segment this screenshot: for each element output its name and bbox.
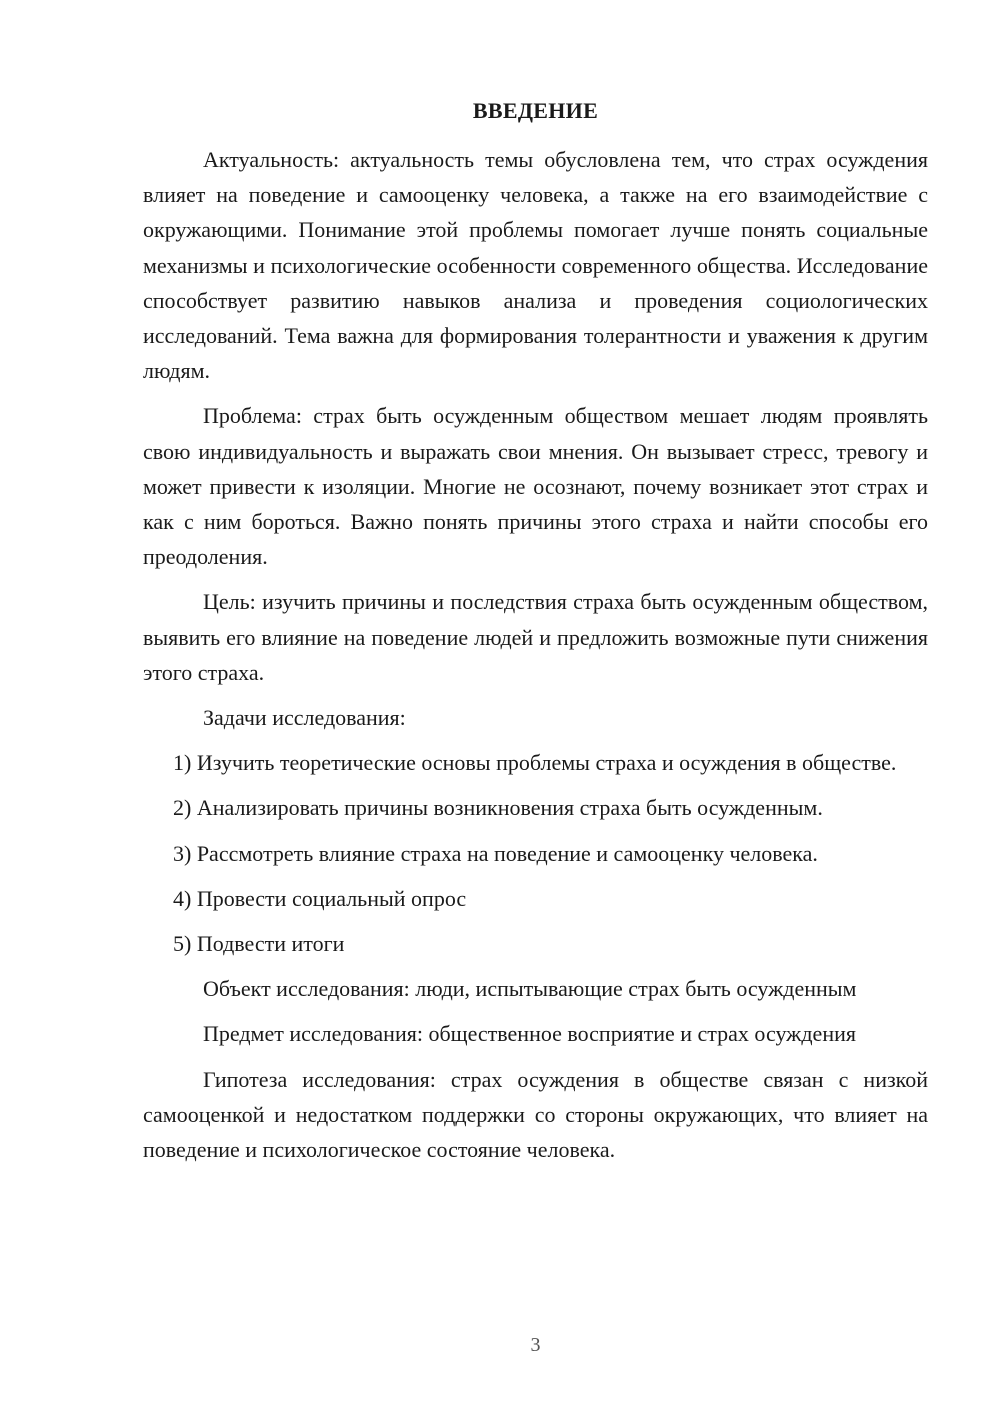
paragraph-object: Объект исследования: люди, испытывающие страх быть осужденным [203, 976, 857, 1002]
document-body [143, 142, 928, 1177]
task-item-1: 1) Изучить теоретические основы проблемы страха и осуждения в обществе. [173, 750, 897, 776]
page-number: 3 [530, 1334, 541, 1356]
paragraph-hypothesis: Гипотеза исследования: страх осуждения в обществе связан с низкой самооценкой и недостатком поддержки со стороны окружающих, что влияет на поведение и психологическое состояние человека. [143, 1066, 928, 1163]
paragraph-relevance: Актуальность: актуальность темы обусловлена тем, что страх осуждения влияет на поведение и самооценку человека, а также на его взаимодействие с окружающими. Понимание этой проблемы помогает лучше понять социальные механизмы и психологические особенности современного общества. Исследование способствует развитию навыков анализа и проведения социологических исследований. Тема важна для формирования толерантности и уважения к другим людям. [143, 147, 928, 384]
paragraph-goal: Цель: изучить причины и последствия страха быть осужденным обществом, выявить его влияние на поведение людей и предложить возможные пути снижения этого страха. [143, 589, 928, 685]
document-page [143, 0, 928, 1414]
paragraph-subject: Предмет исследования: общественное восприятие и страх осуждения [203, 1021, 856, 1047]
paragraph-problem: Проблема: страх быть осужденным обществом мешает людям проявлять свою индивидуальность и выражать свои мнения. Он вызывает стресс, тревогу и может привести к изоляции. Многие не осознают, почему возникает этот страх и как с ним бороться. Важно понять причины этого страха и найти способы его преодоления. [143, 403, 928, 570]
tasks-heading: Задачи исследования: [203, 705, 406, 731]
section-title: ВВЕДЕНИЕ [472, 98, 599, 123]
task-item-2: 2) Анализировать причины возникновения страха быть осужденным. [173, 795, 823, 821]
task-item-5: 5) Подвести итоги [173, 931, 345, 957]
task-item-3: 3) Рассмотреть влияние страха на поведение и самооценку человека. [173, 840, 818, 866]
task-item-4: 4) Провести социальный опрос [173, 885, 467, 911]
